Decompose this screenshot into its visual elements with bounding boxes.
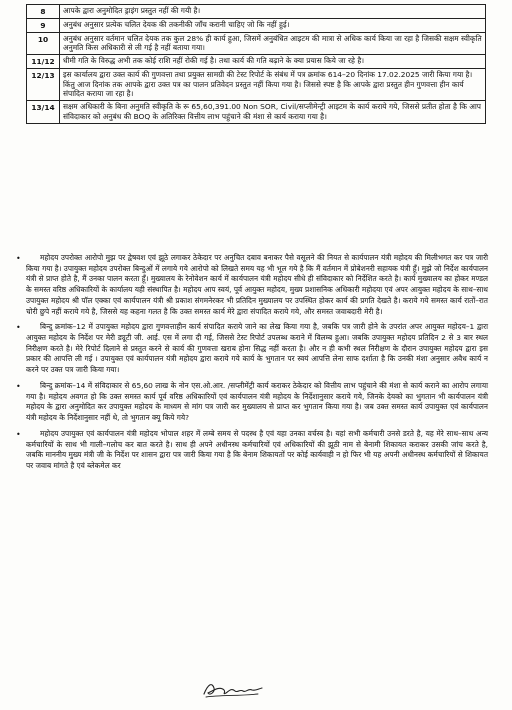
row-text: इस कार्यालय द्वारा उक्त कार्य की गुणवत्ता तथा प्रयुक्त सामग्री की टेस्ट रिपोर्ट के संबंध में पत्र क्रमांक 614–20 दिनांक 17.02.2025 जारी किया गया है। किंतु आज दिनांक तक आपके द्वारा उक्त पत्र का पालन प्रतिवेदन प्रस्तुत नहीं किया गया है। जिससे स्पष्ट है कि आपके द्वारा प्रस्तुत हीन गुणवत्ता हीन कार्य संपादित कराया जा रहा है।: [60, 68, 486, 100]
body-paragraph: [16, 253, 488, 317]
row-number: 9: [27, 18, 60, 32]
table-row: [27, 55, 486, 69]
row-text: अनुबंध अनुसार वर्तमान चलित देयक तक कुल 28% ही कार्य हुआ, जिसमें अनुबंधित आइटम की मात्रा से अधिक कार्य किया जा रहा है जिसकी सक्षम स्वीकृति अनुमति किस अधिकारी से ली गई है नहीं बताया गया।: [60, 32, 486, 55]
letter-body: [16, 253, 488, 477]
table-row: [27, 101, 486, 124]
bullet-icon: •: [16, 429, 21, 439]
body-paragraph: [16, 322, 488, 376]
bullet-icon: •: [16, 323, 21, 333]
table-row: [27, 18, 486, 32]
row-text: आपके द्वारा अनुमोदित ड्राइंग प्रस्तुत नहीं की गयी है।: [60, 5, 486, 19]
row-number: 8: [27, 5, 60, 19]
table-row: [27, 68, 486, 100]
row-number: 12/13: [27, 68, 60, 100]
table-row: [27, 32, 486, 55]
row-number: 11/12: [27, 55, 60, 69]
table-row: [27, 5, 486, 19]
row-text: सक्षम अधिकारी के बिना अनुमति स्वीकृति के रू 65,60,391.00 Non SOR, Civil/सप्लीमेन्ट्री आइटम के कार्य कराये गये, जिससे प्रतीत होता है कि आप संविदाकार को अनुबंध की BOQ के अतिरिक्त वित्तीय लाभ पहुंचाने की मंशा से कार्य कराया गया है।: [60, 101, 486, 124]
row-number: 10: [27, 32, 60, 55]
bullet-icon: •: [16, 381, 21, 391]
row-text: अनुबंध अनुसार प्रत्येक चलित देयक की तकनीकी जाँच करानी चाहिए जो कि नहीं हुई।: [60, 18, 486, 32]
row-text: धीमी गति के विरुद्ध अभी तक कोई राशि नहीं रोकी गई है। तथा कार्य की गति बढ़ाने के क्या प्रयास किये जा रहे है।: [60, 55, 486, 69]
handwritten-signature: [200, 678, 270, 700]
allegations-table: [26, 4, 486, 124]
body-paragraph: [16, 428, 488, 472]
row-number: 13/14: [27, 101, 60, 124]
bullet-icon: •: [16, 254, 21, 263]
paragraph-text: महोदय उपरोक्त आरोपो मुझ पर द्वेषवश एवं झूठे लगाकर ठेकेदार पर अनुचित दबाव बनाकर पैसे वसूलने की नियत से कार्यपालन यंत्री महोदय की मिलीभगत कर पत्र जारी किया गया है। उपायुक्त महोदय उपरोक्त बिन्दुओं में लगाये गये आरोपो को लिखते समय यह भी भूल गये है कि मैं वर्तमान में प्रोबेशनरी सहायक यंत्री हूँ। मुझे जो निर्देश कार्यपालन यंत्री से प्राप्त होते है, मैं उनका पालन करता हूँ। मुख्यालय के रेनोवेशन कार्य में कार्यपालन यंत्री महोदय सीधे ही संविदाकार को निर्देशित करते है। कार्य मुख्यालय का होकर मण्डल के समस्त वरिष्ठ अधिकारियों के कार्यालय यही संस्थापित है। महोदय आप स्वयं, पूर्व आयुक्त महोदय, मुख्य प्रशासनिक अधिकारी महोदया एवं अपर आयुक्त महोदय के साथ–साथ उपायुक्त महोदय श्री पॉल एक्का एवं कार्यपालन यंत्री श्री प्रकाश संगमनेरकर भी प्रतिदिन मुख्यालय पर उपस्थित होकर कार्य की प्रगति देखते है। कराये गये समस्त कार्य रातों–रात चोरी छुपे नहीं कराये गये है, जिससे यह कहना गलत है कि उक्त समस्त कार्य मेरे द्वारा संपादित कराये गये, और समस्त जवाबदारी मेरी है।: [26, 253, 488, 316]
body-paragraph: [16, 380, 488, 424]
paragraph-text: महोदय उपायुक्त एवं कार्यपालन यंत्री महोदय भोपाल शहर में लम्बे समय से पदस्थ है एवं यहा उनका वर्चस्व है। यहां सभी कर्मचारी उनसे डरते है, यह मेरे साथ–साथ अन्य कर्मचारियों के साथ भी गाली–गलोच कर बात करते है। साथ ही अपने अधीनस्थ कर्मचारियों एवं अधिकारियों की झूठी नाम से बेनामी शिकायत कराकर उसकी जांच करते है, जबकि माननीय मुख्य मंत्री जी के निर्देश पर शासन द्वारा पत्र जारी किया गया है कि बेनाम शिकायतों पर कोई कार्यवाही न हो फिर भी यह अपनी अधीनस्थ कर्मचारियों से शिकायत पर जवाब मांगते है एवं ब्लेकमेल कर: [26, 428, 488, 470]
paragraph-text: बिन्दु क्रमांक–12 में उपायुक्त महोदय द्वारा गुणवत्ताहीन कार्य संपादित कराये जाने का लेख किया गया है, जबकि पत्र जारी होने के उपरांत अपर आयुक्त महोदय–1 द्वारा आयुक्त महोदय के निर्देश पर मेरी ड्यूटी जी. आई. एस में लगा दी गई, जिससे टेस्ट रिपोर्ट उपलब्ध कराने में विलम्ब हुआ। जबकि उपायुक्त महोदय प्रतिदिन 2 से 3 बार स्थल निरीक्षण करते है। मेरे रिपोर्ट दिलाने से प्रस्तुत करने से कार्य की गुणवत्ता खराब होना सिद्ध नहीं करता है। और न ही कभी स्थल निरीक्षण के दौरान उपायुक्त महोदय द्वारा इस प्रकार की आपत्ति ली गई । उपायुक्त एवं कार्यपालन यंत्री महोदय द्वारा कराये गये कार्य के भुगतान पर स्वयं आपत्ति लेना साफ दर्शाता है कि उनकी मंशा अनुसार अवैध कार्य न करने पर उक्त पत्र जारी किया गया।: [26, 322, 488, 375]
paragraph-text: बिन्दु क्रमांक–14 में संविदाकार से 65,60 लाख के नोन एस.ओ.आर. /सप्लीमेंट्री कार्य कराकर ठेकेदार को वित्तीय लाभ पहुंचाने की मंशा से कार्य कराने का आरोप लगाया गया है। महोदय अवगत हो कि उक्त समस्त कार्य पूर्व वरिष्ठ अधिकारियों एवं कार्यपालन यंत्री महोदय के निर्देशानुसार कराये गये, जिनके देयको का भुगतान भी कार्यपालन यंत्री महोदय के द्वारा अनुमोदित कर उपायुक्त महोदय के माध्यम से मांग पत्र जारी कर मुख्यालय से प्राप्त कर भुगतान किया गया है। जब उक्त समस्त कार्य उपायुक्त एवं कार्यपालन यंत्री महोदय के निर्देशानुसार नहीं थे, तो भुगतान क्यू किये गये?: [26, 380, 488, 423]
